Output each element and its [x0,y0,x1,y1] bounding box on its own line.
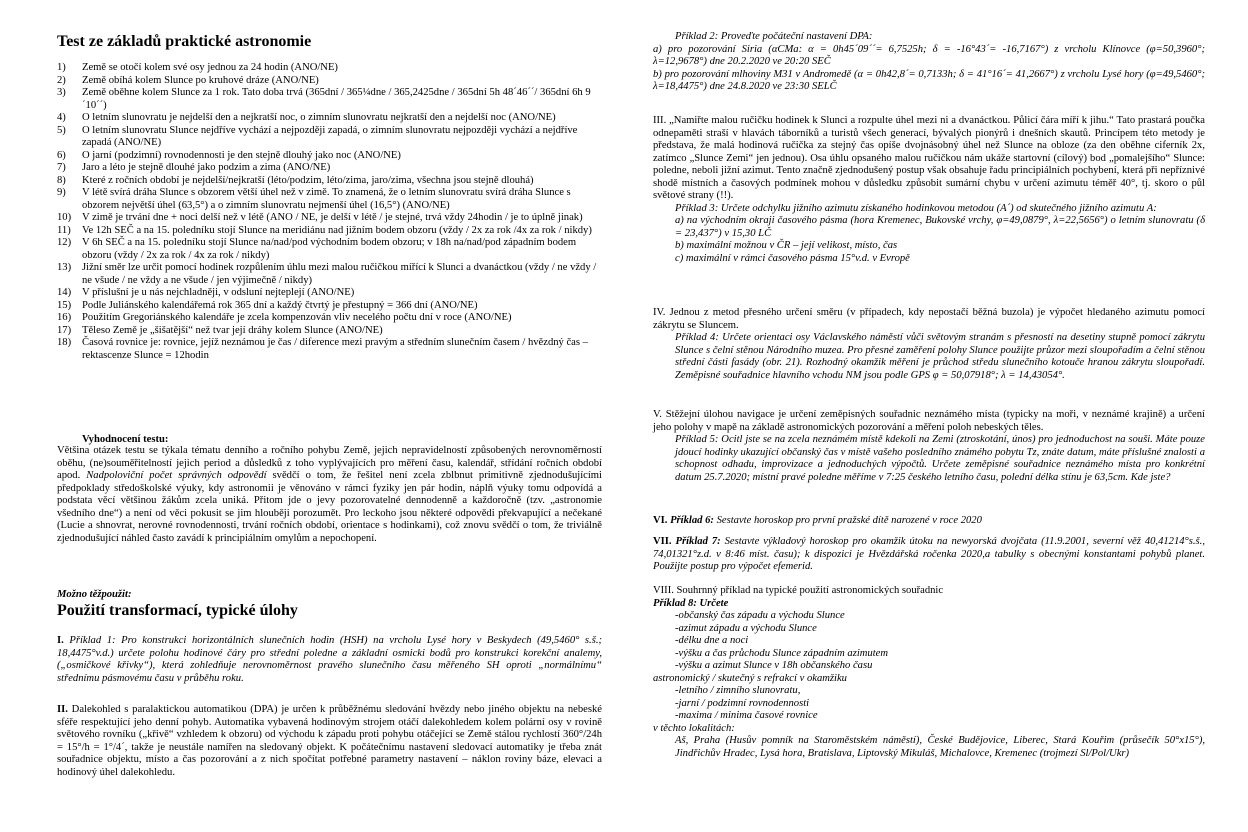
question-number: 14) [57,287,72,298]
question-text: O jarní (podzimní) rovnodennosti je den stejně dlouhý jako noc (ANO/NE) [82,149,401,161]
question-number: 9) [57,187,66,198]
question-item [57,175,602,188]
question-item [57,287,602,300]
question-number: 13) [57,262,72,273]
section-6-text: Sestavte horoskop pro první pražské dítě narozené v roce 2020 [716,515,982,526]
section-6-number: VI. [653,515,668,526]
section-6-label: Příklad 6: [670,515,714,526]
section-2-text: Dalekohled s paralaktickou automatikou (DPA) je určen k průběžnému sledování hvězdy nebo jiného objektu na nebeské sféře respektující jeho denní pohyb. Automatika vybavená hodinovým strojem otáčí dalekohledem kolem polární osy v rovině světového rovníku („křivě“ vzhledem k obzoru) od východu k západu proti pohybu otáčející se Země stálou rychlostí 360°/24h = 15°/h = 1°/4´, takže je neustále namířen na sledovaný objekt. K počátečnímu nastavení sledovací automatiky je třeba znát souřadnice objektu, místo a čas pozorování a z nich spočítat potřebné parametry nastavení – náklon roviny báze, elevaci a hodinový úhel dalekohledu. [57,704,602,778]
example-8-list-1 [653,610,1205,673]
question-text: Časová rovnice je: rovnice, jejíž neznámou je čas / diference mezi pravým a středním slunečním časem / hvězdný čas – rektascenze Slunce = 12hodin [82,337,588,361]
question-item [57,212,602,225]
example-8-locations: Aš, Praha (Husův pomník na Staroměstském náměstí), České Budějovice, Liberec, Stará Kouřim (průsečík 50°x15°), Jindřichův Hradec, Lysá hora, Bratislava, Liptovský Mikuláš, Michalovce, Kremenec (trojmezí Sl/Pol/Ukr) [675,735,1205,759]
example-8-item: -výšku a azimut Slunce v 18h občanského času [675,660,873,671]
question-text: Použitím Gregoriánského kalendáře je zcela kompenzován vliv necelého počtu dní v roce (ANO/NE) [82,312,512,323]
evaluation-text-a: Většina otázek testu se týkala tématu denního a ročního pohybu Země, jejich nepravidelností způsobených nerovnoměrností oběhu, (ne)souměřitelností jejich period a důsledků z toho vyplývajících pro měření času, kalendář, střídání ročních období apod. [57,445,602,481]
section-5-text: V. Stěžejní úlohou navigace je určení zeměpisných souřadnic neznámého místa (typicky na moři, v neznámé krajině) a určení jeho polohy v mapě na základě astronomických pozorování a měření poloh nebeských těles. [653,409,1205,433]
section-7-number: VII. [653,536,672,547]
section-7-text: Sestavte výkladový horoskop pro okamžik útoku na newyorská dvojčata (11.9.2001, severní věž 40,41214°s.š., 74,01321°z.d. v 8:46 míst. času); k dispozici je Hvězdářská ročenka 2020,a tabulky s obecnými konstantami pohybů planet. Použijte postup pro výpočet efemerid. [653,536,1205,572]
question-item [57,262,602,287]
section-2 [57,704,602,779]
section-7-label: Příklad 7: [675,536,721,547]
question-list [57,62,602,362]
section-1-text: Pro konstrukci horizontálních slunečních hodin (HSH) na vrcholu Lysé hory v Beskydech (49,5460° s.š.; 18,4475°v.d.) určete polohu hodinové čáry pro střední poledne a základní osmicki bodů pro konstrukci korekční analemy, („osmičkové křivky“), která zohledňuje nerovnoměrnost pravého slunečního času měřeného SH oproti „normálnímu“ střednímu pásmovému času v průběhu roku. [57,635,603,684]
question-item [57,237,602,262]
question-text: Ve 12h SEČ a na 15. poledníku stojí Slunce na meridiánu nad jižním bodem obzoru (vždy / 2x za rok /4x za rok / nikdy) [82,224,592,236]
question-text: Jižní směr lze určit pomocí hodinek rozpůlením úhlu mezi malou ručičkou mířící k Slunci a dvanáctkou (vždy / ne vždy / ne všude / ne vždy a ne všude / jen výjimečně / nikdy) [82,262,597,286]
section-6 [653,515,1205,528]
maybe-label: Možno těžpoužit: [57,589,132,600]
example-2-title: Příklad 2: Proveďte počáteční nastavení DPA: [675,31,873,42]
section-1 [57,635,602,685]
question-number: 11) [57,224,71,236]
section-1-label: Příklad 1: [69,635,116,646]
question-text: Země oběhne kolem Slunce za 1 rok. Tato doba trvá (365dní / 365¼dne / 365,2425dne / 365dní 5h 48´46´´/ 365dní 6h 9´10´´) [82,87,591,111]
question-number: 2) [57,74,66,86]
question-item [57,112,602,125]
question-item [57,87,602,112]
question-text: Podle Juliánského kalendářemá rok 365 dní a každý čtvrtý je přestupný = 366 dní (ANO/NE) [82,299,478,311]
question-item [57,62,602,75]
example-8-list-2 [653,685,1205,723]
example-8-title: Příklad 8: Určete [653,597,729,609]
question-number: 15) [57,299,72,311]
example-8-item: -občanský čas západu a východu Slunce [675,610,845,621]
section-8 [653,585,1205,760]
page-title: Test ze základů praktické astronomie [57,33,312,50]
evaluation-text-b: Nadpoloviční počet správných odpovědí [86,470,267,481]
section-3-text: III. „Namiřte malou ručičku hodinek k Slunci a rozpulte úhel mezi ni a dvanáctkou. Půlicí čára míří k jihu.“ Tato prastará poučka odnepaměti straší v hlavách táborníků a turistů všech generací, bývalých pionýrů i dnešních skautů. Princípem této metody je představa, že malá hodinová ručička za stejný čas opíše dvojnásobný úhel než Slunce na obloze (za den oběhne ciferník 2x, zatímco „Slunce Zemi“ jen jednou). Osa úhlu opsaného malou ručičkou nám ukáže startovní (cílový) bod „pomalejšího“ Slunce: poledne, neboli jižní azimut. Tento značně zjednodušený postup však obsahuje řadu principiálních pochybení, která při nepříznivé shodě místních a časových podmínek mohou v důsledku způsobit sumární chybu v určení azimutu téměř 40°, tj. skoro o půl světové strany (!!). [653,115,1205,201]
section-4-text: IV. Jednou z metod přesného určení směru (v případech, kdy nepostačí běžná buzola) je výpočet hledaného azimutu pomocí zákrytu se Sluncem. [653,307,1205,331]
question-item [57,75,602,88]
question-text: V příslušní je u nás nejchladněji, v odsluní nejteplejí (ANO/NE) [82,287,355,298]
example-8-item: -letního / zimního slunovratu, [675,685,801,696]
question-number: 7) [57,162,66,173]
question-number: 6) [57,149,66,161]
question-text: V 6h SEČ a na 15. poledníku stojí Slunce na/nad/pod východním bodem obzoru; v 18h na/nad/pod západním bodem obzoru (vždy / 2x za rok / 4x za rok / nikdy) [82,237,577,261]
example-3-title: Příklad 3: Určete odchylku jižního azimutu získaného hodinkovou metodou (A´) od skutečného jižního azimutu A: [675,202,1157,214]
evaluation-heading: Vyhodnocení testu: [82,434,169,445]
question-number: 16) [57,312,72,323]
evaluation-text-c: svědčí o tom, že řešitel není zcela zblbnut primitivně zjednodušujícími předpoklady středoškolské výuky, kdy astronomii je věnováno v rámci fyziky jen pár hodin, náplň výuky tomu odpovídá a podstata věcí většinou žákům zcela uniká. Přitom jde o jevy pozorovatelné dennodenně a každoročně (tzv. „astronomie všedního dne“) a není od věci pokusit se jim hlouběji porozumět. Pro leckoho jsou některé odpovědi překvapující a nečekané (Lucie a shnovrat, nerovné rovnodennosti, trvání ročních období, orientace s hodinkami), což znovu svědčí o tom, že triviálně zjednodušující náhled často zavádí k principiálním omylům a nepochopení. [57,470,602,544]
question-text: Těleso Země je „šišatější“ než tvar její dráhy kolem Slunce (ANO/NE) [82,324,383,336]
question-text: O letním slunovratu Slunce nejdříve vychází a nejpozději zapadá, o zimním slunovratu nejpozději vychází a nejdříve zapadá (ANO/NE) [82,124,578,148]
question-item [57,225,602,238]
example-8-item: -výšku a čas průchodu Slunce západním azimutem [675,647,889,659]
section-7 [653,536,1205,574]
question-number: 18) [57,337,72,348]
example-4-text: Příklad 4: Určete orientaci osy Václavského náměstí vůči světovým stranám s přesností na desetiny stupně pomocí zákrytu Slunce s čelní stěnou Národního muzea. Pro přesné zaměření polohy Slunce použijte průzor mezi sloupořadím a čelní stěnou střední části fasády (obr. 21). Rozhodný okamžik měření je průchod středu slunečního kotouče hranou zákrytu sloupořadí. Zeměpisné souřadnice hlavního vchodu NM jsou podle GPS φ = 50,07918°; λ = 14,43054°. [675,332,1205,381]
question-text: V zimě je trvání dne + noci delší než v létě (ANO / NE, je delší v létě / je stejné, trvá vždy 24hodin / je to úplně jinak) [82,212,583,223]
evaluation-text [57,445,602,545]
example-8-item: -azimut západu a východu Slunce [675,622,817,634]
question-item [57,187,602,212]
question-item [57,150,602,163]
example-8-item: -maxima / minima časové rovnice [675,710,818,721]
question-text: Země obíhá kolem Slunce po kruhové dráze (ANO/NE) [82,74,319,86]
example-8-locations-head: v těchto lokalitách: [653,722,735,734]
question-item [57,162,602,175]
section-2-number: II. [57,704,68,715]
question-item [57,325,602,338]
question-number: 12) [57,237,72,248]
question-text: Země se otočí kolem své osy jednou za 24 hodin (ANO/NE) [82,62,338,73]
question-item [57,300,602,313]
example-8-item: -jarní / podzimní rovnodennosti [675,697,810,709]
section-1-number: I. [57,635,64,646]
section-heading: Použití transformací, typické úlohy [57,601,298,619]
question-number: 1) [57,62,66,73]
example-8-item: -délku dne a noci [675,635,749,646]
question-number: 5) [57,124,66,136]
question-item [57,125,602,150]
question-text: O letním slunovratu je nejdelší den a nejkratší noc, o zimním slunovratu nejkratší den a nejdelší noc (ANO/NE) [82,112,556,123]
example-3-b: b) maximální možnou v ČR – její velikost, místo, čas [675,240,898,251]
question-number: 17) [57,324,72,336]
question-number: 10) [57,212,72,223]
question-text: V létě svírá dráha Slunce s obzorem větší úhel než v zimě. To znamená, že o letním slunovratu svírá dráha Slunce s obzorem největší úhel (63,5°) a o zimním slunovratu nejmenší úhel (16,5°) (ANO/NE) [82,187,571,211]
question-text: Jaro a léto je stejně dlouhé jako podzim a zima (ANO/NE) [82,162,331,173]
question-number: 4) [57,112,66,123]
question-number: 8) [57,174,66,186]
example-3-c: c) maximální v rámci časového pásma 15°v.d. v Evropě [675,252,910,264]
question-number: 3) [57,87,66,98]
example-8-mid: astronomický / skutečný s refrakcí v okamžiku [653,672,847,684]
example-3-a: a) na východním okraji časového pásma (hora Kremenec, Bukovské vrchy, φ=49,0879°, λ=22,5656°) o letním slunovratu (δ = 23,437°) v 15,30 LČ [675,215,1205,239]
section-8-text: VIII. Souhrnný příklad na typické použití astronomických souřadnic [653,585,944,596]
question-item [57,312,602,325]
example-2-b: b) pro pozorování mlhoviny M31 v Andromedě (α = 0h42,8´= 0,7133h; δ = 41°16´= 41,2667°) z vrcholu Lysé hory (φ=49,5460°; λ=18,4475°) dne 24.8.2020 ve 23:30 SELČ [653,68,1205,92]
question-item [57,337,602,362]
example-2-a: a) pro pozorování Siria (αCMa: α = 0h45´09´´= 6,7525h; δ = -16°43´= -16,7167°) z vrcholu Klínovce (φ=50,3960°; λ=12,9678°) dne 20.2.2020 ve 20:20 SEČ [653,43,1205,67]
evaluation [57,434,602,545]
example-5-text: Příklad 5: Ocitl jste se na zcela neznámém místě kdekoli na Zemi (ztroskotání, únos) pro jednoduchost na souši. Máte pouze jdoucí hodinky ukazující občanský čas v místě vašeho posledního známého pobytu Tz, znáte datum, máte příslušné znalosti a schopnost odhadu, improvizace a jednoduchých výpočtů. Určete zeměpisné souřadnice neznámého místa pro konkrétní datum 25.7.2020; místní pravé poledne měříme v 7:25 českého letního času, polední délka stínu je 63,5cm. Kde jste? [675,434,1205,483]
question-text: Které z ročních období je nejdelší/nejkratší (léto/podzim, léto/zima, jaro/zima, všechna jsou stejně dlouhá) [82,174,534,186]
